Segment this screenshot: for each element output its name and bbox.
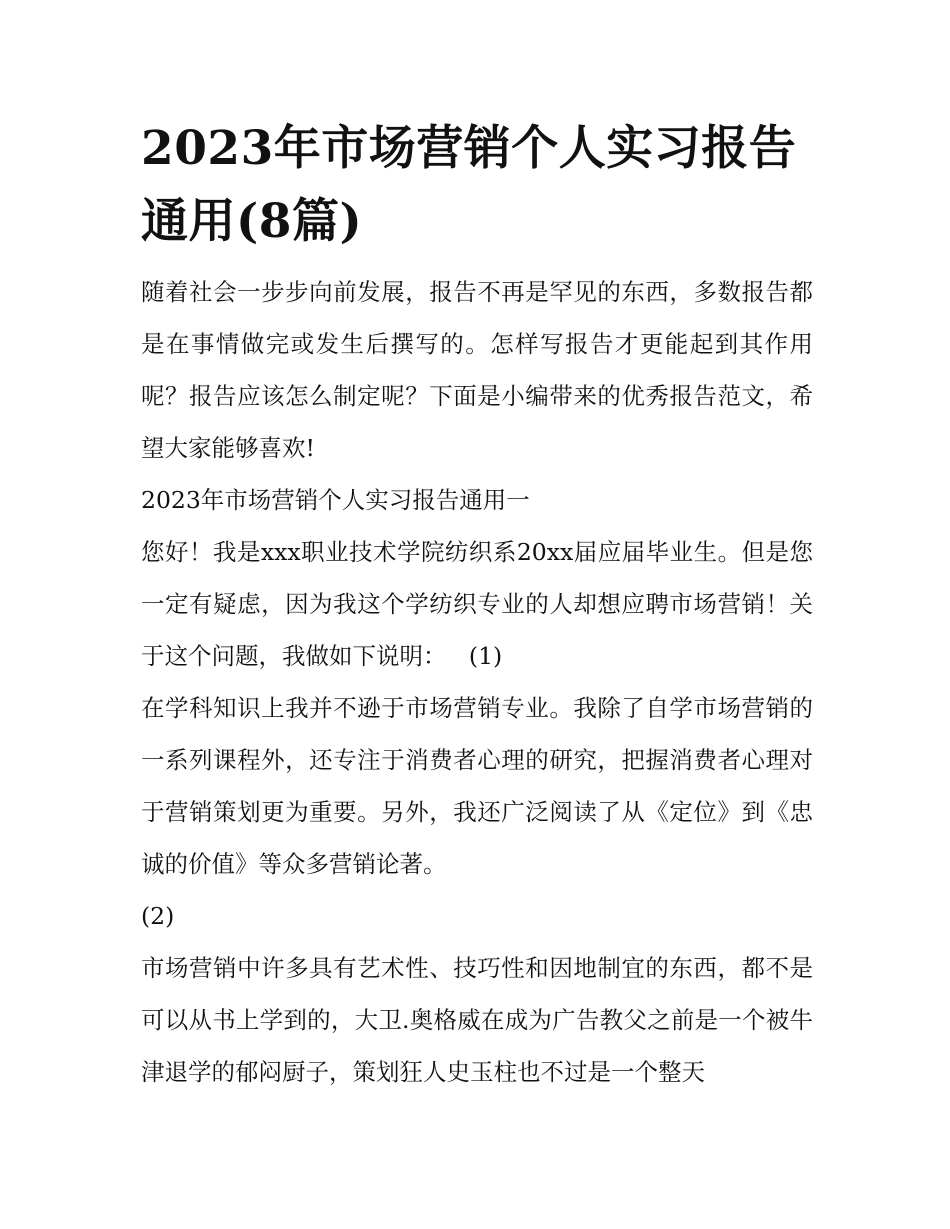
document-title <box>141 112 813 258</box>
point-2-paragraph: 市场营销中许多具有艺术性、技巧性和因地制宜的东西，都不是可以从书上学到的，大卫.奥格威在成为广告教父之前是一个被牛津退学的郁闷厨子，策划狂人史玉柱也不过是一个整天 <box>141 954 813 1086</box>
title-line-2: 通用(8篇) <box>141 194 363 249</box>
greeting-paragraph: 您好！我是xxx职业技术学院纺织系20xx届应届毕业生。但是您一定有疑虑，因为我这个学纺织专业的人却想应聘市场营销！关于这个问题，我做如下说明： (1) <box>141 538 813 670</box>
point-1-paragraph: 在学科知识上我并不逊于市场营销专业。我除了自学市场营销的一系列课程外，还专注于消费者心理的研究，把握消费者心理对于营销策划更为重要。另外，我还广泛阅读了从《定位》到《忠诚的价值》等众多营销论著。 <box>141 694 813 878</box>
document-body <box>141 112 813 1098</box>
section-heading: 2023年市场营销个人实习报告通用一 <box>141 486 530 514</box>
point-2-marker: (2) <box>141 902 175 930</box>
intro-paragraph: 随着社会一步步向前发展，报告不再是罕见的东西，多数报告都是在事情做完或发生后撰写的。怎样写报告才更能起到其作用呢？报告应该怎么制定呢？下面是小编带来的优秀报告范文，希望大家能够喜欢! <box>141 278 813 462</box>
title-line-1: 2023年市场营销个人实习报告 <box>141 121 797 176</box>
